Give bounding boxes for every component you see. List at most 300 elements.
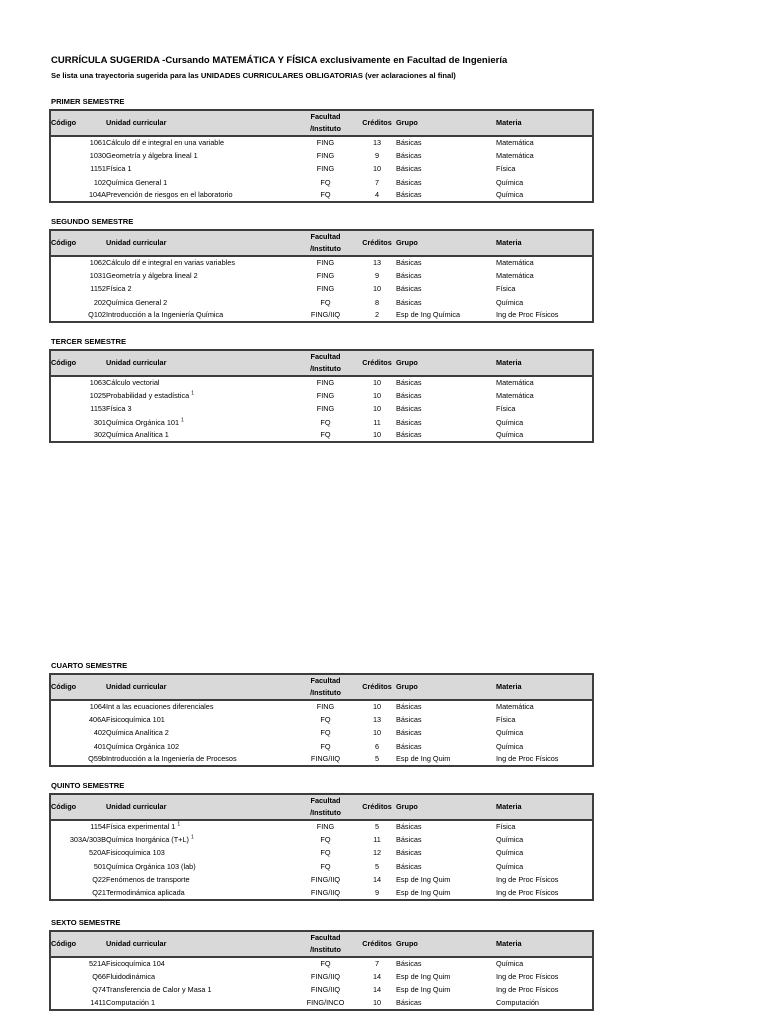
- header-row: [50, 230, 593, 256]
- semester-table: [49, 229, 594, 323]
- cell-creditos: 14: [372, 874, 382, 884]
- cell-unidad-curricular: [106, 269, 293, 282]
- cell-facultad: FING/IIQ: [310, 971, 341, 981]
- cell-unidad-curricular: [106, 283, 293, 296]
- unidad-name: Física 2: [106, 284, 132, 294]
- cell-grupo: Básicas: [396, 861, 422, 871]
- unidad-name: Prevención de riesgos en el laboratorio: [106, 190, 233, 200]
- cell-unidad-curricular: [106, 296, 293, 309]
- header-unidad-curricular: Unidad curricular: [106, 794, 293, 820]
- cell-codigo: 1025: [89, 390, 106, 400]
- header-row: [50, 110, 593, 136]
- header-facultad-line2: /Instituto: [310, 688, 341, 697]
- header-row: [50, 794, 593, 820]
- unidad-name: Fisicoquímica 104: [106, 959, 165, 969]
- cell-creditos: 11: [373, 834, 381, 844]
- cell-creditos: 10: [372, 284, 382, 294]
- table-row: [50, 416, 593, 429]
- cell-facultad: FING: [316, 270, 335, 280]
- header-creditos: Créditos: [358, 794, 396, 820]
- semester-title: PRIMER SEMESTRE: [51, 97, 125, 106]
- header-facultad: [293, 350, 358, 376]
- header-facultad-line1: Facultad: [310, 232, 341, 241]
- cell-facultad: FING/INCO: [306, 998, 345, 1008]
- header-grupo: Grupo: [396, 350, 496, 376]
- unidad-name: Fenómenos de transporte: [106, 874, 190, 884]
- cell-facultad: FING: [316, 702, 335, 712]
- cell-unidad-curricular: [106, 309, 293, 322]
- cell-materia: Ing de Proc Físicos: [496, 887, 559, 897]
- cell-unidad-curricular: [106, 713, 293, 726]
- table-row: [50, 700, 593, 713]
- cell-codigo: 301: [93, 417, 106, 427]
- cell-unidad-curricular: [106, 957, 293, 970]
- cell-facultad: FQ: [320, 848, 331, 858]
- cell-creditos: 14: [372, 985, 382, 995]
- cell-creditos: 10: [372, 702, 382, 712]
- cell-creditos: 10: [372, 430, 382, 440]
- cell-codigo: 521A: [88, 959, 106, 969]
- cell-codigo: 1061: [89, 138, 106, 148]
- table-row: [50, 860, 593, 873]
- table-row: [50, 713, 593, 726]
- cell-unidad-curricular: [106, 847, 293, 860]
- cell-unidad-curricular: [106, 176, 293, 189]
- cell-creditos: 13: [372, 714, 382, 724]
- header-facultad-line2: /Instituto: [310, 244, 341, 253]
- cell-codigo: 1153: [90, 404, 106, 414]
- header-row: [50, 674, 593, 700]
- cell-materia: Física: [496, 164, 516, 174]
- cell-unidad-curricular: [106, 163, 293, 176]
- cell-grupo: Básicas: [396, 297, 422, 307]
- cell-facultad: FQ: [320, 834, 331, 844]
- cell-materia: Química: [496, 728, 524, 738]
- cell-grupo: Básicas: [396, 150, 422, 160]
- cell-grupo: Básicas: [396, 714, 422, 724]
- cell-unidad-curricular: [106, 429, 293, 442]
- cell-facultad: FING: [316, 390, 335, 400]
- cell-grupo: Básicas: [396, 848, 422, 858]
- cell-unidad-curricular: [106, 970, 293, 983]
- header-materia: Materia: [496, 931, 593, 957]
- header-codigo: Código: [50, 931, 106, 957]
- header-facultad: [293, 230, 358, 256]
- table-row: [50, 727, 593, 740]
- cell-creditos: 9: [374, 270, 380, 280]
- cell-unidad-curricular: [106, 149, 293, 162]
- cell-materia: Química: [496, 430, 524, 440]
- header-codigo: Código: [50, 350, 106, 376]
- unidad-name: Química Orgánica 103 (lab): [106, 861, 196, 871]
- table-row: [50, 970, 593, 983]
- header-facultad: [293, 674, 358, 700]
- cell-creditos: 5: [374, 861, 380, 871]
- semester-table: [49, 349, 594, 443]
- unidad-name: Física 1: [106, 164, 132, 174]
- cell-materia: Química: [496, 297, 524, 307]
- cell-codigo: 303A/303B: [69, 834, 106, 844]
- cell-codigo: 402: [93, 728, 106, 738]
- cell-codigo: 1030: [89, 150, 106, 160]
- cell-facultad: FING: [316, 258, 335, 268]
- unidad-name: Geometría y álgebra lineal 2: [106, 270, 198, 280]
- cell-creditos: 9: [374, 887, 380, 897]
- table-row: [50, 136, 593, 149]
- cell-creditos: 12: [372, 848, 382, 858]
- table-row: [50, 163, 593, 176]
- header-facultad-line2: /Instituto: [310, 945, 341, 954]
- cell-grupo: Básicas: [396, 702, 422, 712]
- cell-materia: Química: [496, 177, 524, 187]
- cell-materia: Matemática: [496, 378, 534, 388]
- header-facultad-line1: Facultad: [310, 796, 341, 805]
- table-row: [50, 957, 593, 970]
- cell-codigo: 1152: [90, 284, 106, 294]
- header-creditos: Créditos: [358, 110, 396, 136]
- cell-facultad: FQ: [320, 861, 331, 871]
- cell-creditos: 9: [374, 150, 380, 160]
- cell-unidad-curricular: [106, 820, 293, 833]
- cell-creditos: 7: [374, 177, 380, 187]
- cell-unidad-curricular: [106, 389, 293, 402]
- cell-unidad-curricular: [106, 727, 293, 740]
- cell-creditos: 14: [372, 971, 382, 981]
- header-creditos: Créditos: [358, 931, 396, 957]
- header-facultad-line2: /Instituto: [310, 808, 341, 817]
- cell-unidad-curricular: [106, 256, 293, 269]
- unidad-name: Fisicoquímica 101: [106, 714, 165, 724]
- cell-facultad: FING/IIQ: [310, 310, 341, 320]
- unidad-name: Química Inorgánica (T+L): [106, 834, 189, 844]
- cell-creditos: 5: [374, 754, 380, 764]
- cell-codigo: 104A: [88, 190, 106, 200]
- table-row: [50, 283, 593, 296]
- cell-materia: Química: [496, 190, 524, 200]
- cell-creditos: 8: [374, 297, 380, 307]
- cell-materia: Química: [496, 861, 524, 871]
- unidad-name: Fluidodinámica: [106, 971, 156, 981]
- cell-codigo: 401: [93, 741, 106, 751]
- cell-materia: Química: [496, 417, 524, 427]
- semester-table: [49, 109, 594, 203]
- cell-codigo: Q22: [92, 874, 106, 884]
- cell-materia: Matemática: [496, 702, 534, 712]
- header-unidad-curricular: Unidad curricular: [106, 931, 293, 957]
- header-row: [50, 931, 593, 957]
- cell-codigo: Q74: [92, 985, 106, 995]
- cell-creditos: 10: [372, 164, 382, 174]
- header-facultad: [293, 110, 358, 136]
- table-row: [50, 389, 593, 402]
- unidad-name: Cálculo dif e integral en varias variables: [106, 258, 235, 268]
- cell-codigo: 1062: [89, 258, 106, 268]
- header-creditos: Créditos: [358, 350, 396, 376]
- table-row: [50, 984, 593, 997]
- semester-title: SEGUNDO SEMESTRE: [51, 217, 134, 226]
- cell-creditos: 10: [372, 404, 382, 414]
- cell-grupo: Básicas: [396, 741, 422, 751]
- cell-unidad-curricular: [106, 136, 293, 149]
- cell-facultad: FING: [316, 138, 335, 148]
- cell-codigo: Q59b: [88, 754, 106, 764]
- cell-codigo: 202: [93, 297, 106, 307]
- cell-codigo: 102: [93, 177, 106, 187]
- cell-materia: Ing de Proc Físicos: [496, 310, 559, 320]
- document-title: CURRÍCULA SUGERIDA -Cursando MATEMÁTICA Y FÍSICA exclusivamente en Facultad de Ingeniería: [51, 55, 508, 66]
- cell-creditos: 5: [374, 822, 380, 832]
- cell-facultad: FQ: [320, 728, 331, 738]
- cell-codigo: 1411: [90, 998, 106, 1008]
- cell-unidad-curricular: [106, 376, 293, 389]
- unidad-name: Transferencia de Calor y Masa 1: [106, 985, 212, 995]
- cell-grupo: Básicas: [396, 728, 422, 738]
- footnote-marker: 1: [177, 821, 181, 828]
- cell-codigo: Q21: [92, 887, 106, 897]
- semester-table: [49, 930, 594, 1011]
- semester-table: [49, 793, 594, 901]
- cell-facultad: FQ: [320, 297, 331, 307]
- unidad-name: Fisicoquímica 103: [106, 848, 165, 858]
- unidad-name: Química General 2: [106, 297, 168, 307]
- cell-facultad: FQ: [320, 190, 331, 200]
- semester-title: QUINTO SEMESTRE: [51, 781, 125, 790]
- cell-unidad-curricular: [106, 753, 293, 766]
- header-facultad-line1: Facultad: [310, 352, 341, 361]
- cell-codigo: Q102: [88, 310, 106, 320]
- header-codigo: Código: [50, 674, 106, 700]
- cell-facultad: FING/IIQ: [310, 754, 341, 764]
- cell-grupo: Básicas: [396, 270, 422, 280]
- table-row: [50, 189, 593, 202]
- header-facultad: [293, 794, 358, 820]
- cell-unidad-curricular: [106, 189, 293, 202]
- cell-creditos: 7: [374, 959, 380, 969]
- cell-materia: Matemática: [496, 390, 534, 400]
- cell-facultad: FING: [316, 822, 335, 832]
- cell-unidad-curricular: [106, 984, 293, 997]
- footnote-marker: 1: [191, 390, 194, 397]
- table-row: [50, 176, 593, 189]
- cell-grupo: Básicas: [396, 822, 422, 832]
- cell-facultad: FQ: [320, 959, 331, 969]
- table-row: [50, 753, 593, 766]
- cell-codigo: 302: [93, 430, 106, 440]
- cell-grupo: Básicas: [396, 417, 422, 427]
- header-row: [50, 350, 593, 376]
- semester-title: SEXTO SEMESTRE: [51, 918, 121, 927]
- cell-facultad: FING/IIQ: [310, 887, 341, 897]
- cell-grupo: Esp de Ing Quim: [396, 874, 451, 884]
- cell-materia: Ing de Proc Físicos: [496, 874, 559, 884]
- unidad-name: Física 3: [106, 404, 132, 414]
- cell-unidad-curricular: [106, 403, 293, 416]
- cell-grupo: Básicas: [396, 190, 422, 200]
- unidad-name: Introducción a la Ingeniería Química: [106, 310, 224, 320]
- cell-unidad-curricular: [106, 416, 293, 429]
- document-subtitle: Se lista una trayectoria sugerida para las UNIDADES CURRICULARES OBLIGATORIAS (ver aclaraciones al final): [51, 71, 456, 80]
- cell-materia: Física: [496, 404, 516, 414]
- header-materia: Materia: [496, 110, 593, 136]
- cell-grupo: Básicas: [396, 390, 422, 400]
- cell-codigo: 1151: [90, 164, 106, 174]
- cell-facultad: FING/IIQ: [310, 874, 341, 884]
- table-row: [50, 847, 593, 860]
- unidad-name: Introducción a la Ingeniería de Procesos: [106, 754, 237, 764]
- cell-facultad: FING: [316, 150, 335, 160]
- header-facultad-line1: Facultad: [310, 933, 341, 942]
- header-materia: Materia: [496, 794, 593, 820]
- header-codigo: Código: [50, 110, 106, 136]
- cell-creditos: 10: [372, 378, 382, 388]
- unidad-name: Geometría y álgebra lineal 1: [106, 150, 198, 160]
- table-row: [50, 833, 593, 846]
- semester-title: TERCER SEMESTRE: [51, 337, 127, 346]
- header-grupo: Grupo: [396, 230, 496, 256]
- cell-grupo: Básicas: [396, 164, 422, 174]
- cell-unidad-curricular: [106, 833, 293, 846]
- table-row: [50, 149, 593, 162]
- cell-creditos: 11: [373, 417, 381, 427]
- cell-codigo: 520A: [88, 848, 106, 858]
- cell-creditos: 10: [372, 728, 382, 738]
- unidad-name: Termodinámica aplicada: [106, 887, 185, 897]
- header-unidad-curricular: Unidad curricular: [106, 350, 293, 376]
- table-row: [50, 403, 593, 416]
- cell-unidad-curricular: [106, 740, 293, 753]
- cell-grupo: Básicas: [396, 998, 422, 1008]
- footnote-marker: 1: [181, 417, 184, 424]
- table-row: [50, 256, 593, 269]
- table-row: [50, 296, 593, 309]
- header-materia: Materia: [496, 674, 593, 700]
- cell-grupo: Esp de Ing Quim: [396, 887, 451, 897]
- header-grupo: Grupo: [396, 794, 496, 820]
- cell-grupo: Básicas: [396, 378, 422, 388]
- table-row: [50, 376, 593, 389]
- cell-facultad: FING: [316, 164, 335, 174]
- semester-table: [49, 673, 594, 767]
- cell-creditos: 4: [374, 190, 380, 200]
- cell-grupo: Básicas: [396, 834, 422, 844]
- unidad-name: Química Orgánica 102: [106, 741, 180, 751]
- unidad-name: Int a las ecuaciones diferenciales: [106, 702, 214, 712]
- cell-facultad: FQ: [320, 417, 331, 427]
- header-facultad-line1: Facultad: [310, 112, 341, 121]
- header-creditos: Créditos: [358, 230, 396, 256]
- cell-grupo: Básicas: [396, 258, 422, 268]
- cell-codigo: 1031: [89, 270, 106, 280]
- unidad-name: Cálculo dif e integral en una variable: [106, 138, 225, 148]
- cell-materia: Química: [496, 848, 524, 858]
- cell-materia: Matemática: [496, 138, 534, 148]
- cell-codigo: 1154: [90, 822, 106, 832]
- header-unidad-curricular: Unidad curricular: [106, 110, 293, 136]
- cell-grupo: Esp de Ing Quim: [396, 985, 451, 995]
- cell-materia: Física: [496, 284, 516, 294]
- unidad-name: Probabilidad y estadística: [106, 390, 190, 400]
- cell-creditos: 10: [372, 998, 382, 1008]
- unidad-name: Química Orgánica 101: [106, 417, 180, 427]
- cell-grupo: Básicas: [396, 177, 422, 187]
- cell-facultad: FING/IIQ: [310, 985, 341, 995]
- header-codigo: Código: [50, 794, 106, 820]
- cell-facultad: FQ: [320, 741, 331, 751]
- table-row: [50, 740, 593, 753]
- cell-materia: Física: [496, 822, 516, 832]
- cell-grupo: Esp de Ing Quim: [396, 971, 451, 981]
- header-facultad-line2: /Instituto: [310, 124, 341, 133]
- semester-title: CUARTO SEMESTRE: [51, 661, 128, 670]
- cell-codigo: 406A: [88, 714, 106, 724]
- header-grupo: Grupo: [396, 110, 496, 136]
- unidad-name: Física experimental 1: [106, 822, 176, 832]
- unidad-name: Química General 1: [106, 177, 168, 187]
- cell-codigo: Q66: [92, 971, 106, 981]
- table-row: [50, 820, 593, 833]
- unidad-name: Química Analítica 2: [106, 728, 169, 738]
- cell-grupo: Básicas: [396, 430, 422, 440]
- header-materia: Materia: [496, 350, 593, 376]
- cell-materia: Química: [496, 959, 524, 969]
- cell-grupo: Básicas: [396, 138, 422, 148]
- unidad-name: Cálculo vectorial: [106, 378, 160, 388]
- cell-materia: Ing de Proc Físicos: [496, 971, 559, 981]
- cell-facultad: FQ: [320, 177, 331, 187]
- cell-unidad-curricular: [106, 886, 293, 899]
- cell-creditos: 13: [372, 138, 382, 148]
- cell-creditos: 2: [374, 310, 380, 320]
- header-creditos: Créditos: [358, 674, 396, 700]
- footnote-marker: 1: [190, 834, 194, 841]
- cell-unidad-curricular: [106, 700, 293, 713]
- cell-materia: Física: [496, 714, 516, 724]
- cell-materia: Ing de Proc Físicos: [496, 754, 559, 764]
- cell-grupo: Básicas: [396, 404, 422, 414]
- cell-creditos: 13: [372, 258, 382, 268]
- cell-materia: Química: [496, 834, 524, 844]
- cell-creditos: 6: [374, 741, 380, 751]
- cell-materia: Ing de Proc Físicos: [496, 985, 559, 995]
- header-facultad-line2: /Instituto: [310, 364, 341, 373]
- cell-facultad: FQ: [320, 430, 331, 440]
- cell-unidad-curricular: [106, 997, 293, 1010]
- cell-unidad-curricular: [106, 873, 293, 886]
- cell-facultad: FQ: [320, 714, 331, 724]
- table-row: [50, 269, 593, 282]
- header-unidad-curricular: Unidad curricular: [106, 230, 293, 256]
- cell-grupo: Básicas: [396, 284, 422, 294]
- header-facultad: [293, 931, 358, 957]
- table-row: [50, 873, 593, 886]
- cell-facultad: FING: [316, 284, 335, 294]
- cell-materia: Química: [496, 741, 524, 751]
- header-materia: Materia: [496, 230, 593, 256]
- header-grupo: Grupo: [396, 674, 496, 700]
- cell-grupo: Esp de Ing Quim: [396, 754, 451, 764]
- header-grupo: Grupo: [396, 931, 496, 957]
- header-facultad-line1: Facultad: [310, 676, 341, 685]
- cell-creditos: 10: [372, 390, 382, 400]
- cell-materia: Matemática: [496, 270, 534, 280]
- unidad-name: Química Analítica 1: [106, 430, 169, 440]
- table-row: [50, 309, 593, 322]
- cell-facultad: FING: [316, 404, 335, 414]
- cell-codigo: 1063: [89, 378, 106, 388]
- cell-materia: Matemática: [496, 258, 534, 268]
- cell-facultad: FING: [316, 378, 335, 388]
- cell-unidad-curricular: [106, 860, 293, 873]
